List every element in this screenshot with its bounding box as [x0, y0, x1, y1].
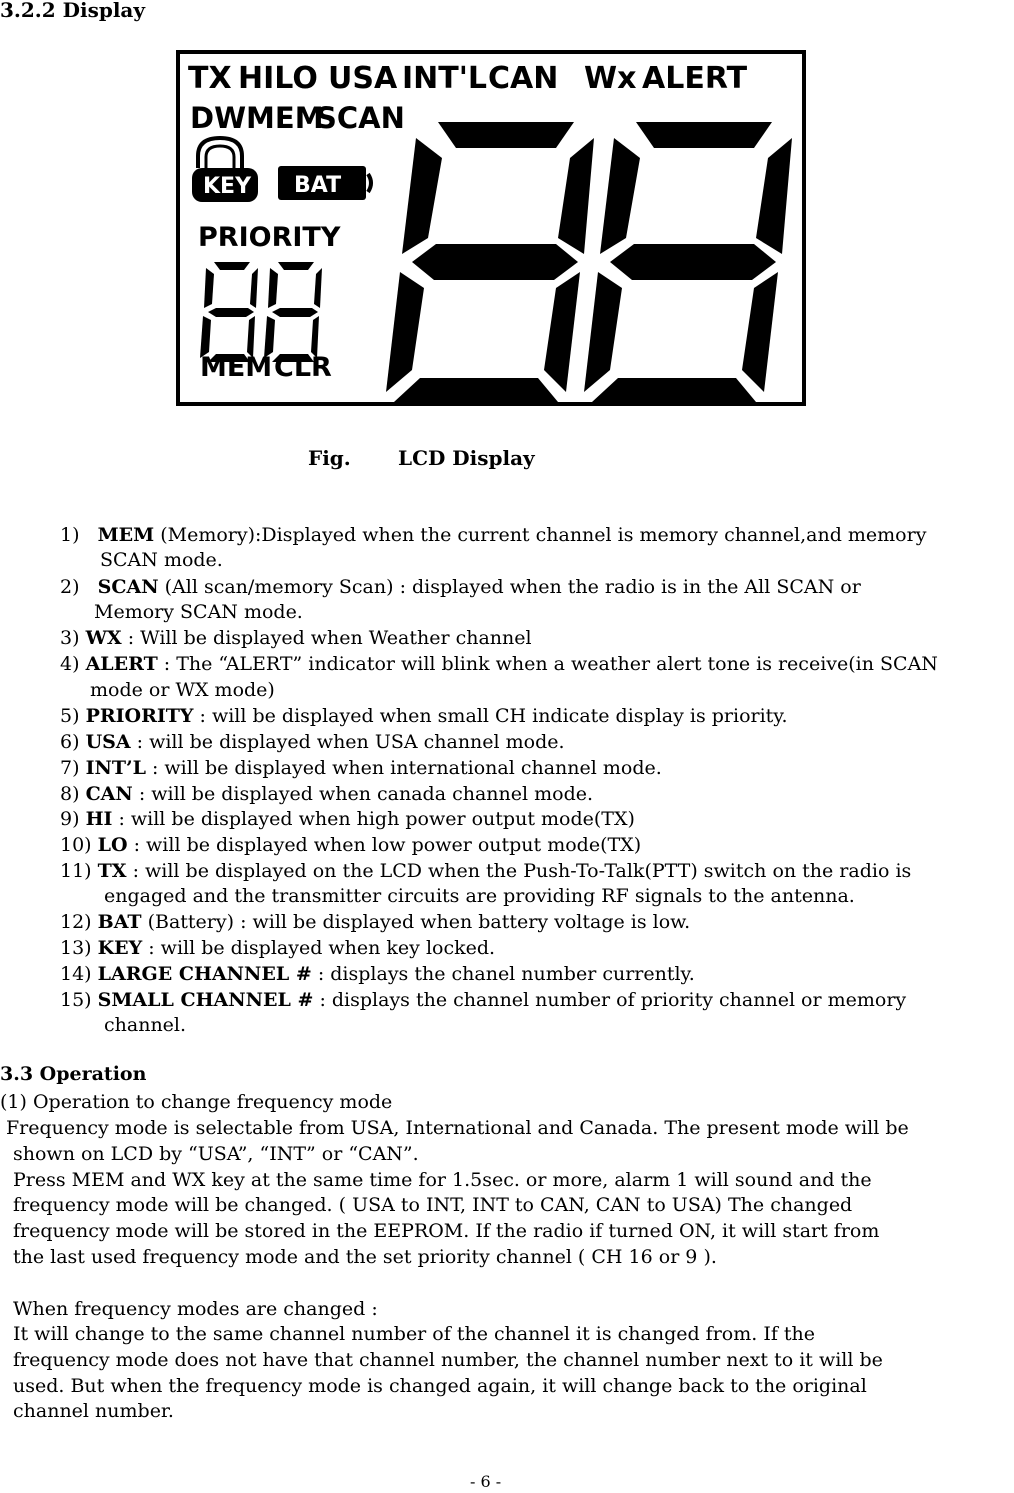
page-number: - 6 -: [470, 1472, 502, 1491]
list-item-cont: SCAN mode.: [100, 549, 223, 571]
list-item: 3) WX : Will be displayed when Weather channel: [60, 627, 532, 649]
list-item-cont: mode or WX mode): [90, 679, 275, 701]
list-item: 7) INT’L : will be displayed when international channel mode.: [60, 757, 662, 779]
list-item: 14) LARGE CHANNEL # : displays the chanel number currently.: [60, 963, 695, 985]
lcd-label-clr: CLR: [274, 352, 332, 383]
paragraph-line: Press MEM and WX key at the same time for 1.5sec. or more, alarm 1 will sound and the: [13, 1169, 872, 1191]
paragraph-line: the last used frequency mode and the set priority channel ( CH 16 or 9 ).: [13, 1246, 717, 1268]
list-item: 2) SCAN (All scan/memory Scan) : displayed when the radio is in the All SCAN or: [60, 576, 861, 598]
lcd-label-tx: TX: [188, 61, 232, 96]
lcd-label-hilo: HILO: [238, 61, 318, 96]
lcd-label-alert: ALERT: [642, 61, 748, 96]
list-item: 1) MEM (Memory):Displayed when the current channel is memory channel,and memory: [60, 524, 927, 546]
lcd-label-scan: SCAN: [316, 101, 405, 135]
figure-label: Fig.: [308, 446, 351, 470]
list-item: 10) LO : will be displayed when low power output mode(TX): [60, 834, 642, 856]
lcd-label-mem: MEM: [200, 352, 273, 383]
section-heading-display: 3.2.2 Display: [0, 0, 145, 22]
paragraph-line: channel number.: [13, 1400, 174, 1422]
list-item: 13) KEY : will be displayed when key locked.: [60, 937, 496, 959]
list-item-cont: channel.: [104, 1014, 187, 1036]
list-item: 5) PRIORITY : will be displayed when small CH indicate display is priority.: [60, 705, 788, 727]
list-item-cont: Memory SCAN mode.: [94, 601, 303, 623]
list-item: 4) ALERT : The “ALERT” indicator will blink when a weather alert tone is receive(in SCAN: [60, 653, 938, 675]
lcd-label-usa: USA: [328, 61, 398, 96]
list-item: 6) USA : will be displayed when USA channel mode.: [60, 731, 565, 753]
paragraph-line: It will change to the same channel number of the channel it is changed from. If the: [13, 1323, 816, 1345]
paragraph-line: frequency mode will be changed. ( USA to INT, INT to CAN, CAN to USA) The changed: [13, 1194, 853, 1216]
lcd-label-wx: Wx: [584, 61, 637, 96]
list-item: 8) CAN : will be displayed when canada channel mode.: [60, 783, 594, 805]
lcd-label-bat: BAT: [294, 173, 342, 198]
list-item: 11) TX : will be displayed on the LCD when the Push-To-Talk(PTT) switch on the radio is: [60, 860, 912, 882]
section-heading-operation: 3.3 Operation: [0, 1063, 147, 1085]
list-item: 9) HI : will be displayed when high power output mode(TX): [60, 808, 635, 830]
list-item-cont: engaged and the transmitter circuits are providing RF signals to the antenna.: [104, 885, 855, 907]
lcd-label-intl: INT'L: [402, 61, 488, 96]
paragraph-line: When frequency modes are changed :: [13, 1298, 378, 1320]
lcd-label-can: CAN: [488, 61, 559, 96]
paragraph-line: shown on LCD by “USA”, “INT” or “CAN”.: [13, 1143, 419, 1165]
figure-caption: LCD Display: [398, 446, 535, 470]
lcd-display-figure: [176, 50, 806, 406]
list-item: 15) SMALL CHANNEL # : displays the channel number of priority channel or memory: [60, 989, 907, 1011]
lcd-label-key: KEY: [203, 174, 252, 199]
paragraph-line: frequency mode does not have that channel number, the channel number next to it will be: [13, 1349, 883, 1371]
paragraph-line: used. But when the frequency mode is changed again, it will change back to the original: [13, 1375, 867, 1397]
paragraph-line: Frequency mode is selectable from USA, International and Canada. The present mode will be: [6, 1117, 909, 1139]
paragraph-line: frequency mode will be stored in the EEPROM. If the radio if turned ON, it will start from: [13, 1220, 880, 1242]
list-item: 12) BAT (Battery) : will be displayed when battery voltage is low.: [60, 911, 691, 933]
lcd-label-dwmem: DWMEM: [190, 101, 324, 135]
operation-subheading: (1) Operation to change frequency mode: [0, 1091, 393, 1113]
lcd-label-priority: PRIORITY: [198, 222, 341, 253]
